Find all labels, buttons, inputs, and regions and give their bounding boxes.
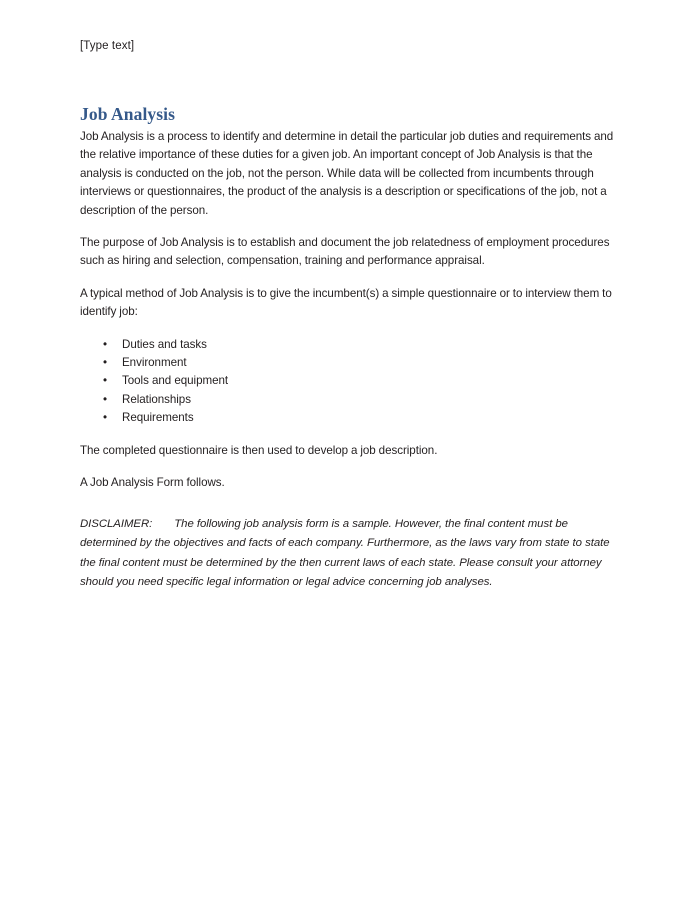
bullet-icon: • bbox=[103, 356, 108, 370]
list-item bbox=[80, 354, 615, 372]
job-identification-list bbox=[80, 336, 615, 428]
bullet-icon: • bbox=[103, 392, 108, 406]
list-item bbox=[80, 391, 615, 409]
list-item-label: Requirements bbox=[122, 411, 194, 425]
list-item bbox=[80, 336, 615, 354]
purpose-paragraph: The purpose of Job Analysis is to establish and document the job relatedness of employment procedures such as hiring and selection, compensation, training and performance appraisal. bbox=[80, 236, 610, 268]
disclaimer-block bbox=[80, 515, 615, 593]
intro-paragraph: Job Analysis is a process to identify and determine in detail the particular job duties and requirements and the relative importance of these duties for a given job. An important concept of Job Analysis is that the analysis is conducted on the job, not the person. While data will be collected from incumbents through interviews or questionnaires, the product of the analysis is a description or specifications of the job, not a description of the person. bbox=[80, 130, 614, 217]
disclaimer-text: The following job analysis form is a sample. However, the final content must be determined by the objectives and facts of each company. Furthermore, as the laws vary from state to state the final content must be determined by the then current laws of each state. Please consult your attorney should you need specific legal information or legal advice concerning job analyses. bbox=[80, 517, 610, 588]
document-body bbox=[80, 104, 615, 604]
list-item-label: Duties and tasks bbox=[122, 337, 207, 351]
list-item-label: Environment bbox=[122, 356, 187, 370]
list-item bbox=[80, 409, 615, 427]
method-paragraph: A typical method of Job Analysis is to give the incumbent(s) a simple questionnaire or to interview them to identify job: bbox=[80, 286, 612, 319]
questionnaire-paragraph: The completed questionnaire is then used to develop a job description. bbox=[80, 443, 438, 457]
bullet-icon: • bbox=[103, 374, 108, 388]
disclaimer-label: DISCLAIMER: bbox=[80, 517, 153, 530]
form-follows-paragraph: A Job Analysis Form follows. bbox=[80, 476, 225, 490]
page-title: Job Analysis bbox=[80, 104, 176, 124]
list-item bbox=[80, 372, 615, 390]
list-item-label: Relationships bbox=[122, 392, 191, 406]
bullet-icon: • bbox=[103, 337, 108, 351]
list-item-label: Tools and equipment bbox=[122, 374, 229, 388]
bullet-icon: • bbox=[103, 411, 108, 425]
header-placeholder[interactable]: [Type text] bbox=[80, 40, 135, 52]
